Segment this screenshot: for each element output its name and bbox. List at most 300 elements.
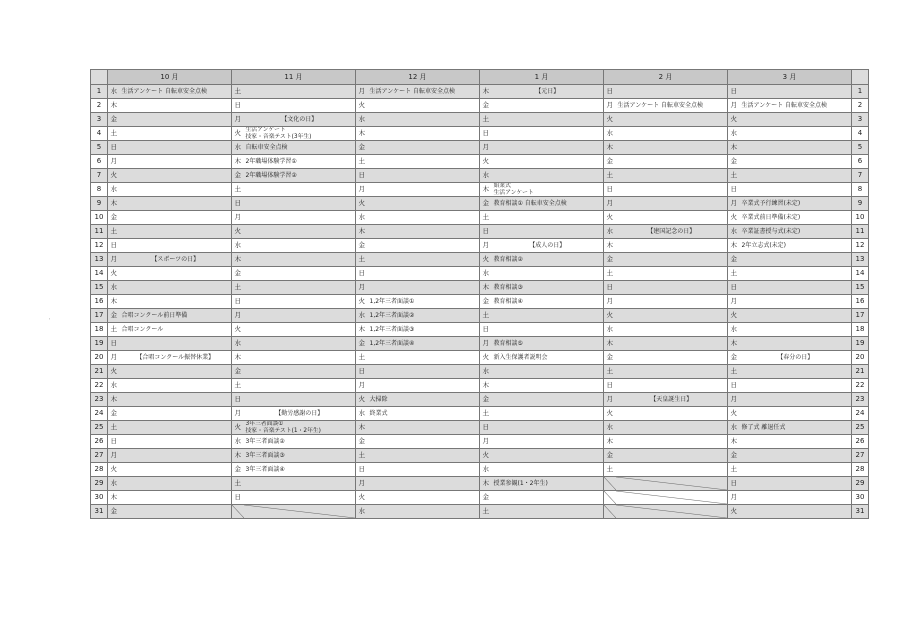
- event-cell: [616, 197, 728, 211]
- event-cell: 合唱コンクール: [120, 323, 232, 337]
- weekday-cell: 月: [232, 407, 244, 421]
- event-cell: 【文化の日】: [244, 113, 356, 127]
- day-row: [91, 407, 869, 421]
- weekday-cell: 月: [356, 379, 368, 393]
- event-cell: [368, 421, 480, 435]
- weekday-cell: 日: [728, 85, 740, 99]
- weekday-cell: 月: [480, 239, 492, 253]
- weekday-cell: 日: [604, 281, 616, 295]
- weekday-cell: 火: [232, 421, 244, 435]
- weekday-cell: 水: [356, 211, 368, 225]
- event-cell: [740, 183, 852, 197]
- weekday-cell: 月: [728, 295, 740, 309]
- calendar-body: [91, 70, 869, 519]
- event-cell: [616, 281, 728, 295]
- weekday-cell: 金: [232, 463, 244, 477]
- event-cell: [244, 281, 356, 295]
- event-cell: [120, 267, 232, 281]
- weekday-cell: 水: [480, 169, 492, 183]
- day-number-left: 7: [91, 169, 108, 183]
- day-number-right: 2: [852, 99, 869, 113]
- calendar-table: [90, 69, 869, 519]
- weekday-cell: 月: [108, 351, 120, 365]
- day-number-right: 31: [852, 505, 869, 519]
- weekday-cell: 木: [480, 477, 492, 491]
- event-cell: 自転車安全点検: [244, 141, 356, 155]
- event-cell: [368, 155, 480, 169]
- weekday-cell: 日: [728, 379, 740, 393]
- day-row: [91, 351, 869, 365]
- weekday-cell: 火: [356, 393, 368, 407]
- day-row: [91, 491, 869, 505]
- weekday-cell: 水: [108, 281, 120, 295]
- event-cell: 卒業証書授与式(未定): [740, 225, 852, 239]
- weekday-cell: 木: [604, 337, 616, 351]
- weekday-cell: 日: [604, 379, 616, 393]
- day-number-right: 14: [852, 267, 869, 281]
- event-cell: [244, 253, 356, 267]
- weekday-cell: 月: [604, 295, 616, 309]
- day-row: [91, 393, 869, 407]
- weekday-cell: 月: [356, 183, 368, 197]
- day-number-right: 18: [852, 323, 869, 337]
- day-number-right: 25: [852, 421, 869, 435]
- margin-mark: ': [49, 318, 51, 324]
- event-cell: 【天皇誕生日】: [616, 393, 728, 407]
- event-cell: 2年職場体験学習②: [244, 169, 356, 183]
- weekday-cell: 水: [728, 127, 740, 141]
- day-row: [91, 141, 869, 155]
- event-cell: [616, 183, 728, 197]
- event-cell: [120, 99, 232, 113]
- month-header-row: [91, 70, 869, 85]
- weekday-cell: 水: [480, 463, 492, 477]
- event-cell: 3年三者面談③: [244, 449, 356, 463]
- weekday-cell: 金: [356, 435, 368, 449]
- weekday-cell: 土: [232, 379, 244, 393]
- weekday-cell: 木: [604, 239, 616, 253]
- weekday-cell: 木: [480, 379, 492, 393]
- day-number-right: 9: [852, 197, 869, 211]
- event-cell: [616, 365, 728, 379]
- weekday-cell: 金: [108, 211, 120, 225]
- weekday-cell: [604, 505, 616, 519]
- event-cell: [492, 155, 604, 169]
- event-cell: [616, 113, 728, 127]
- weekday-cell: 日: [232, 99, 244, 113]
- event-cell: 授業参観(1・2年生): [492, 477, 604, 491]
- day-number-left: 17: [91, 309, 108, 323]
- weekday-cell: 土: [480, 309, 492, 323]
- event-cell: 卒業式前日準備(未定): [740, 211, 852, 225]
- weekday-cell: 日: [480, 225, 492, 239]
- weekday-cell: 木: [356, 323, 368, 337]
- event-cell: [492, 449, 604, 463]
- event-cell: [492, 169, 604, 183]
- event-cell: 【春分の日】: [740, 351, 852, 365]
- event-cell: [740, 337, 852, 351]
- weekday-cell: 土: [480, 113, 492, 127]
- event-cell: [368, 379, 480, 393]
- event-cell: 終業式: [368, 407, 480, 421]
- weekday-cell: 火: [232, 323, 244, 337]
- event-cell: 生活アンケート 自転車安全点検: [368, 85, 480, 99]
- day-number-right: 13: [852, 253, 869, 267]
- weekday-cell: 日: [604, 183, 616, 197]
- event-cell: [120, 463, 232, 477]
- event-cell: [616, 169, 728, 183]
- event-cell: [616, 155, 728, 169]
- weekday-cell: 月: [728, 491, 740, 505]
- event-cell: [492, 379, 604, 393]
- weekday-cell: 日: [356, 267, 368, 281]
- event-cell: [740, 127, 852, 141]
- day-number-left: 1: [91, 85, 108, 99]
- event-cell: [120, 225, 232, 239]
- event-cell: [244, 477, 356, 491]
- event-cell: [492, 99, 604, 113]
- corner-cell: [852, 70, 869, 85]
- day-row: [91, 239, 869, 253]
- event-cell: [244, 239, 356, 253]
- event-cell: [492, 267, 604, 281]
- event-cell: [740, 365, 852, 379]
- day-number-right: 12: [852, 239, 869, 253]
- weekday-cell: 火: [480, 253, 492, 267]
- weekday-cell: 金: [604, 449, 616, 463]
- event-cell: [120, 477, 232, 491]
- event-cell: [616, 449, 728, 463]
- event-cell: 生活アンケート 技家・音楽テスト(3年生): [244, 127, 356, 141]
- event-cell: [616, 379, 728, 393]
- weekday-cell: 木: [728, 239, 740, 253]
- event-cell: [616, 309, 728, 323]
- weekday-cell: 火: [604, 309, 616, 323]
- event-cell: 生活アンケート 自転車安全点検: [616, 99, 728, 113]
- weekday-cell: 日: [356, 365, 368, 379]
- weekday-cell: 火: [108, 267, 120, 281]
- day-number-left: 15: [91, 281, 108, 295]
- weekday-cell: 木: [728, 435, 740, 449]
- weekday-cell: 金: [480, 393, 492, 407]
- weekday-cell: 金: [108, 505, 120, 519]
- weekday-cell: 木: [232, 351, 244, 365]
- day-number-right: 5: [852, 141, 869, 155]
- event-cell: 卒業式予行練習(未定): [740, 197, 852, 211]
- weekday-cell: 日: [728, 477, 740, 491]
- weekday-cell: 水: [728, 225, 740, 239]
- weekday-cell: 日: [108, 239, 120, 253]
- event-cell: [120, 127, 232, 141]
- event-cell: [368, 225, 480, 239]
- weekday-cell: 月: [480, 435, 492, 449]
- weekday-cell: 金: [232, 365, 244, 379]
- event-cell: [616, 253, 728, 267]
- corner-cell: [91, 70, 108, 85]
- weekday-cell: 日: [728, 281, 740, 295]
- event-cell: [492, 211, 604, 225]
- day-row: [91, 197, 869, 211]
- weekday-cell: 土: [480, 505, 492, 519]
- event-cell: [368, 505, 480, 519]
- day-number-left: 8: [91, 183, 108, 197]
- weekday-cell: 金: [356, 337, 368, 351]
- event-cell: [740, 463, 852, 477]
- weekday-cell: 土: [604, 267, 616, 281]
- event-cell: [616, 239, 728, 253]
- event-cell: [492, 463, 604, 477]
- event-cell: [244, 323, 356, 337]
- event-cell: 2年職場体験学習①: [244, 155, 356, 169]
- day-row: [91, 463, 869, 477]
- event-cell: [120, 393, 232, 407]
- day-number-right: 27: [852, 449, 869, 463]
- event-cell: 1,2年三者面談④: [368, 337, 480, 351]
- event-cell: [492, 407, 604, 421]
- event-cell: 3年三者面談②: [244, 435, 356, 449]
- weekday-cell: 金: [604, 253, 616, 267]
- weekday-cell: 日: [232, 393, 244, 407]
- weekday-cell: 日: [480, 421, 492, 435]
- weekday-cell: 土: [480, 211, 492, 225]
- day-number-left: 5: [91, 141, 108, 155]
- day-number-left: 18: [91, 323, 108, 337]
- weekday-cell: 水: [480, 267, 492, 281]
- event-cell: [368, 169, 480, 183]
- event-cell: 教育相談④: [492, 295, 604, 309]
- weekday-cell: 日: [356, 169, 368, 183]
- day-row: [91, 365, 869, 379]
- event-cell: [616, 323, 728, 337]
- weekday-cell: 土: [604, 169, 616, 183]
- weekday-cell: 月: [356, 85, 368, 99]
- day-row: [91, 295, 869, 309]
- event-cell: [492, 113, 604, 127]
- event-cell: 1,2年三者面談①: [368, 295, 480, 309]
- event-cell: [244, 295, 356, 309]
- day-number-right: 4: [852, 127, 869, 141]
- event-cell: [492, 421, 604, 435]
- event-cell: [492, 393, 604, 407]
- weekday-cell: 水: [356, 309, 368, 323]
- weekday-cell: 土: [232, 183, 244, 197]
- day-number-left: 26: [91, 435, 108, 449]
- weekday-cell: 木: [232, 449, 244, 463]
- weekday-cell: 火: [480, 351, 492, 365]
- event-cell: [368, 477, 480, 491]
- day-number-left: 29: [91, 477, 108, 491]
- weekday-cell: 火: [108, 365, 120, 379]
- weekday-cell: 金: [728, 449, 740, 463]
- weekday-cell: 水: [604, 225, 616, 239]
- event-cell: [120, 113, 232, 127]
- event-cell: 教育相談① 自転車安全点検: [492, 197, 604, 211]
- event-cell: [616, 127, 728, 141]
- weekday-cell: [604, 491, 616, 505]
- day-number-right: 1: [852, 85, 869, 99]
- event-cell: 教育相談⑤: [492, 337, 604, 351]
- day-row: [91, 421, 869, 435]
- day-number-right: 29: [852, 477, 869, 491]
- weekday-cell: 土: [232, 85, 244, 99]
- month-header: 11 月: [232, 70, 356, 85]
- weekday-cell: 水: [356, 113, 368, 127]
- weekday-cell: 日: [480, 323, 492, 337]
- event-cell: [120, 295, 232, 309]
- weekday-cell: 火: [728, 407, 740, 421]
- day-row: [91, 169, 869, 183]
- weekday-cell: 月: [108, 253, 120, 267]
- event-cell: [740, 155, 852, 169]
- weekday-cell: 月: [108, 155, 120, 169]
- weekday-cell: 水: [728, 323, 740, 337]
- event-cell: [616, 435, 728, 449]
- day-number-right: 10: [852, 211, 869, 225]
- event-cell: [368, 365, 480, 379]
- event-cell: [244, 183, 356, 197]
- weekday-cell: 月: [356, 281, 368, 295]
- day-number-left: 13: [91, 253, 108, 267]
- weekday-cell: 月: [728, 99, 740, 113]
- weekday-cell: 日: [108, 435, 120, 449]
- day-row: [91, 253, 869, 267]
- event-cell: [368, 449, 480, 463]
- weekday-cell: 水: [728, 421, 740, 435]
- weekday-cell: 木: [604, 435, 616, 449]
- day-number-left: 24: [91, 407, 108, 421]
- event-cell: [120, 421, 232, 435]
- weekday-cell: 木: [480, 183, 492, 197]
- event-cell: [368, 113, 480, 127]
- weekday-cell: 木: [728, 141, 740, 155]
- event-cell: [244, 351, 356, 365]
- weekday-cell: 火: [356, 99, 368, 113]
- weekday-cell: 水: [232, 239, 244, 253]
- event-cell: [244, 211, 356, 225]
- weekday-cell: 土: [604, 463, 616, 477]
- event-cell: [616, 267, 728, 281]
- day-number-left: 14: [91, 267, 108, 281]
- weekday-cell: 木: [108, 393, 120, 407]
- day-row: [91, 449, 869, 463]
- event-cell: 【勤労感謝の日】: [244, 407, 356, 421]
- weekday-cell: 金: [728, 155, 740, 169]
- event-cell: [120, 169, 232, 183]
- weekday-cell: 木: [232, 253, 244, 267]
- event-cell: [120, 337, 232, 351]
- weekday-cell: 金: [480, 491, 492, 505]
- event-cell: [616, 463, 728, 477]
- event-cell: 合唱コンクール前日準備: [120, 309, 232, 323]
- weekday-cell: 火: [604, 211, 616, 225]
- day-number-right: 21: [852, 365, 869, 379]
- event-cell: [244, 365, 356, 379]
- weekday-cell: 水: [356, 505, 368, 519]
- event-cell: [120, 365, 232, 379]
- event-cell: [740, 169, 852, 183]
- event-cell: [368, 463, 480, 477]
- day-number-right: 26: [852, 435, 869, 449]
- weekday-cell: 土: [356, 351, 368, 365]
- event-cell: [368, 435, 480, 449]
- weekday-cell: 火: [480, 155, 492, 169]
- event-cell: [244, 393, 356, 407]
- weekday-cell: 土: [604, 365, 616, 379]
- event-cell: [244, 505, 356, 519]
- event-cell: [120, 379, 232, 393]
- day-number-left: 27: [91, 449, 108, 463]
- weekday-cell: 月: [108, 449, 120, 463]
- weekday-cell: 日: [356, 463, 368, 477]
- day-row: [91, 281, 869, 295]
- event-cell: [492, 435, 604, 449]
- weekday-cell: 土: [108, 323, 120, 337]
- event-cell: [368, 99, 480, 113]
- day-row: [91, 379, 869, 393]
- day-number-right: 3: [852, 113, 869, 127]
- event-cell: [120, 449, 232, 463]
- event-cell: [616, 491, 728, 505]
- day-number-right: 15: [852, 281, 869, 295]
- event-cell: [616, 211, 728, 225]
- weekday-cell: 土: [356, 253, 368, 267]
- event-cell: [120, 239, 232, 253]
- weekday-cell: 火: [480, 449, 492, 463]
- event-cell: [616, 505, 728, 519]
- day-row: [91, 477, 869, 491]
- event-cell: [368, 281, 480, 295]
- weekday-cell: 火: [108, 169, 120, 183]
- weekday-cell: 水: [356, 407, 368, 421]
- weekday-cell: 月: [356, 477, 368, 491]
- day-row: [91, 183, 869, 197]
- day-number-right: 17: [852, 309, 869, 323]
- event-cell: [492, 365, 604, 379]
- event-cell: [740, 449, 852, 463]
- month-header: 1 月: [480, 70, 604, 85]
- weekday-cell: 火: [604, 407, 616, 421]
- weekday-cell: 金: [108, 309, 120, 323]
- weekday-cell: 水: [232, 337, 244, 351]
- day-number-left: 23: [91, 393, 108, 407]
- event-cell: [492, 491, 604, 505]
- event-cell: [616, 85, 728, 99]
- weekday-cell: 土: [728, 463, 740, 477]
- weekday-cell: 金: [480, 99, 492, 113]
- event-cell: [492, 309, 604, 323]
- weekday-cell: 水: [232, 141, 244, 155]
- event-cell: 教育相談②: [492, 253, 604, 267]
- weekday-cell: 土: [356, 449, 368, 463]
- event-cell: [368, 351, 480, 365]
- event-cell: [740, 295, 852, 309]
- month-header: 2 月: [604, 70, 728, 85]
- weekday-cell: 木: [108, 197, 120, 211]
- event-cell: [740, 281, 852, 295]
- weekday-cell: 木: [480, 85, 492, 99]
- weekday-cell: 金: [728, 253, 740, 267]
- weekday-cell: 水: [604, 323, 616, 337]
- weekday-cell: 日: [108, 337, 120, 351]
- weekday-cell: 水: [108, 477, 120, 491]
- event-cell: [740, 435, 852, 449]
- weekday-cell: 日: [108, 141, 120, 155]
- day-row: [91, 323, 869, 337]
- event-cell: [740, 379, 852, 393]
- event-cell: [740, 141, 852, 155]
- weekday-cell: 水: [480, 365, 492, 379]
- day-number-right: 8: [852, 183, 869, 197]
